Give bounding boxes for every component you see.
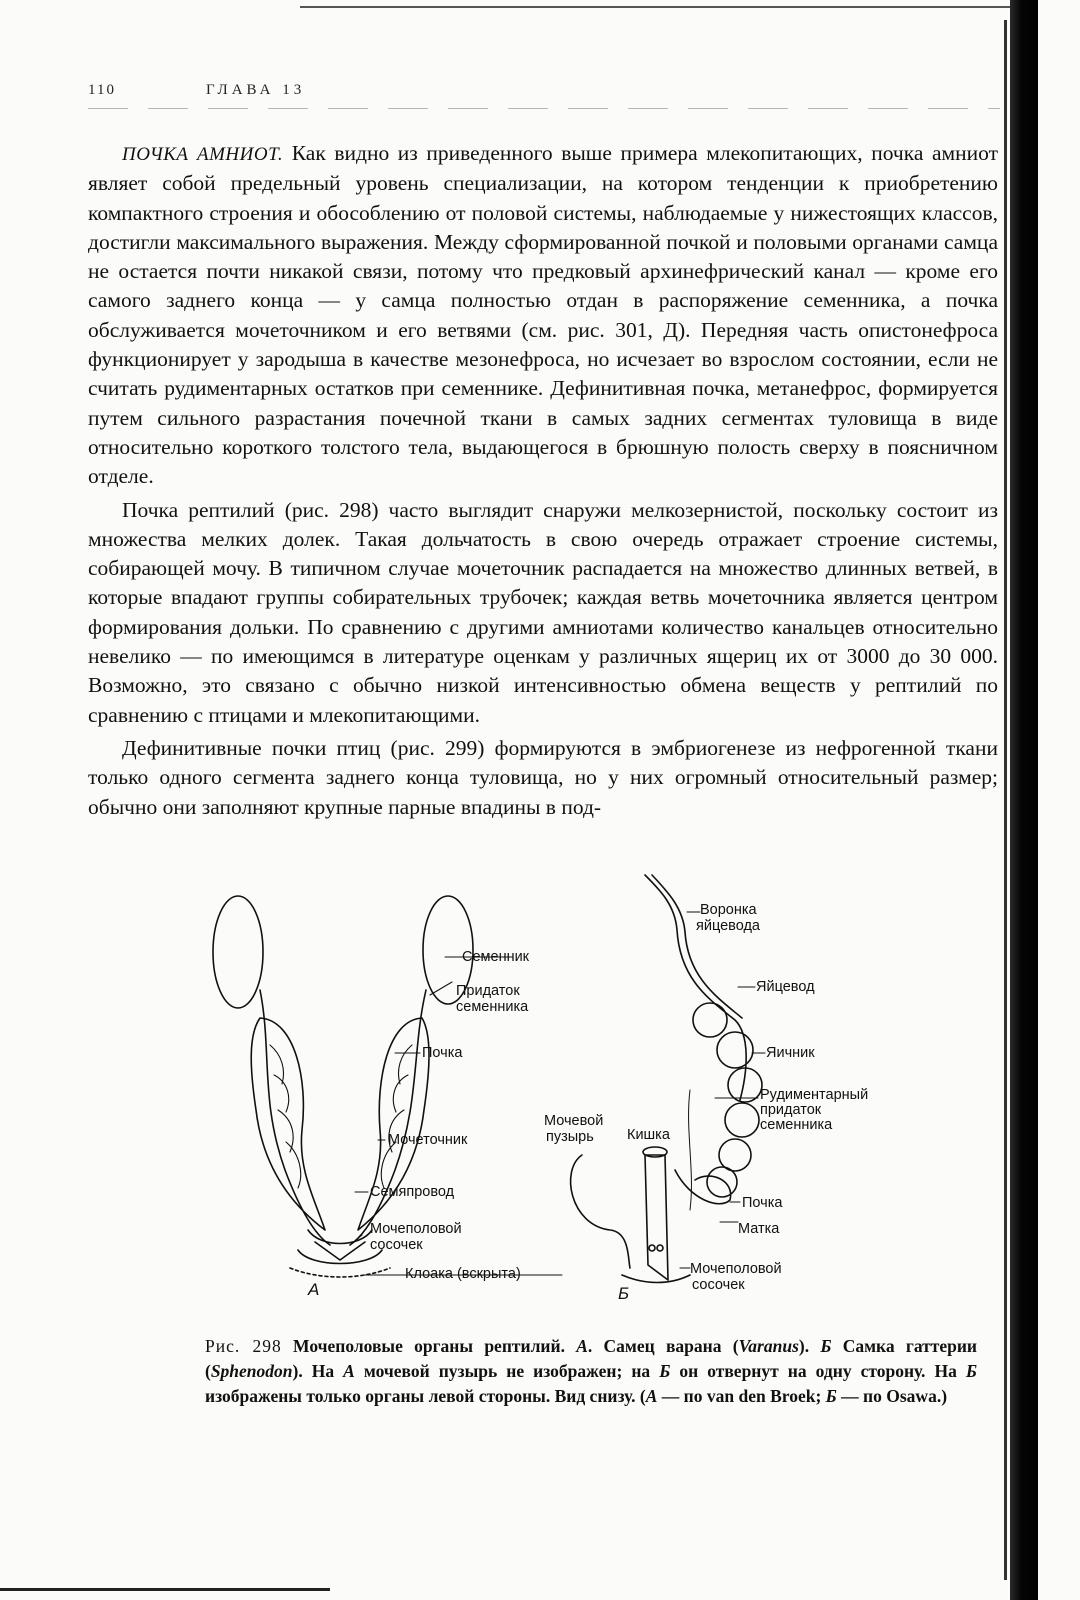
label-rudiment: Рудиментарный (760, 1087, 869, 1103)
panel-letter-b: Б (618, 1284, 630, 1303)
paragraph-text: Почка рептилий (рис. 298) часто выглядит снаружи мелкозернистой, поскольку состоит из множества мелких долек. Такая дольчатость в свою очередь отражает строение системы, собирающей мочу. В типичном случае мочеточник распадается на множество длинных ветвей, в которые впадают группы собирательных трубочек; каждая ветвь мочеточника является центром формирования дольки. По сравнению с другими амниотами количество канальцев относительно невелико — по имеющимся в литературе оценкам у различных ящериц их от 3000 до 30 000. Возможно, это связано с обычно низкой интенсивностью обмена веществ у рептилий по сравнению с птицами и млекопитающими. (88, 497, 998, 727)
header-rule (88, 108, 1000, 109)
label-rudiment: придаток (760, 1102, 822, 1118)
left-testis (213, 896, 263, 1008)
bladder (571, 1155, 630, 1268)
label-papilla-b: Мочеполовой (690, 1261, 782, 1277)
papilla-left (308, 1230, 372, 1244)
paragraph (88, 496, 998, 730)
caption-text: Самка гаттерии ( (205, 1336, 977, 1381)
paragraph-text: Дефинитивные почки птиц (рис. 299) формируются в эмбриогенезе из нефрогенной ткани только одного сегмента заднего конца туловища, но у них огромный относительный размер; обычно они заполняют крупные парные впадины в под- (88, 735, 998, 819)
caption-text: он отвернут на одну сторону. На (670, 1361, 966, 1381)
label-epididymis: Придаток (456, 983, 520, 999)
chapter-title: ГЛАВА 13 (206, 82, 306, 98)
caption-panel-ref: А (576, 1336, 588, 1356)
label-epididymis: семенника (456, 999, 529, 1015)
panel-b-drawing (571, 875, 765, 1283)
label-funnel: яйцевода (696, 918, 760, 934)
paragraph-lead: ПОЧКА АМНИОТ. (122, 144, 284, 165)
caption-panel-ref: А (343, 1361, 355, 1381)
label-vas-deferens: Семяпровод (370, 1184, 455, 1200)
caption-figure-number: Рис. 298 (205, 1336, 282, 1356)
ovary-lobe (693, 1003, 727, 1037)
body-text (88, 139, 998, 826)
caption-panel-ref: Б (825, 1386, 837, 1406)
paragraph-text: Как видно из приведенного выше примера млекопитающих, почка амниот являет собой предельный уровень специализации, на котором тенденции к приобретению компактного строения и обособлению от половой системы, наблюдаемые у нижестоящих классов, достигли максимального выражения. Между сформированной почкой и половыми органами самца не остается почти никакой связи, потому что предковый архинефрический канал — кроме его самого заднего конца — у самца полностью отдан в распоряжение семенника, а почка обслуживается мочеточником и его ветвями (см. рис. 301, Д). Передняя часть опистонефроса функционирует у зародыша в качестве мезонефроса, но исчезает во взрослом состоянии, если не считать рудиментарных остатков при семеннике. Дефинитивная почка, метанефрос, формируется путем сильного разрастания почечной ткани в самых задних сегментах туловища в виде относительно короткого толстого тела, выдающегося в брюшную полость сверху в поясничном отделе. (88, 141, 998, 489)
label-testis: Семенник (462, 949, 530, 965)
label-ureter: Мочеточник (388, 1132, 468, 1148)
scan-top-line (300, 6, 1010, 8)
caption-text: — по van den Broek; (657, 1386, 826, 1406)
caption-panel-ref: Б (965, 1361, 977, 1381)
caption-genus: Varanus (738, 1336, 799, 1356)
kidney-b (675, 1170, 731, 1204)
label-ovary: Яичник (766, 1045, 815, 1061)
caption-text: ). На (292, 1361, 344, 1381)
caption-text: . Самец варана ( (587, 1336, 739, 1356)
paragraph (88, 139, 998, 492)
intestine (645, 1155, 668, 1280)
left-vas-deferens (260, 990, 330, 1245)
caption-panel-ref: А (645, 1386, 658, 1406)
left-kidney (251, 1018, 325, 1230)
caption-panel-ref: Б (820, 1336, 832, 1356)
caption-panel-ref: Б (659, 1361, 671, 1381)
label-oviduct: Яйцевод (756, 979, 815, 995)
scan-bottom-line (0, 1588, 330, 1591)
label-cloaca: Клоака (вскрыта) (405, 1266, 521, 1282)
label-rudiment: семенника (760, 1117, 833, 1133)
scan-edge-shadow (1004, 20, 1007, 1580)
scan-edge-binding (1010, 0, 1038, 1600)
paragraph (88, 734, 998, 822)
label-papilla-a: Мочеполовой (370, 1221, 462, 1237)
label-uterus: Матка (738, 1221, 780, 1237)
caption-text: ). (798, 1336, 821, 1356)
label-funnel: Воронка (700, 902, 757, 918)
label-kidney-b: Почка (742, 1195, 783, 1211)
caption-text: — по Osawa.) (836, 1386, 948, 1406)
label-papilla-a: сосочек (370, 1237, 423, 1253)
label-bladder: Мочевой (544, 1113, 604, 1129)
caption-text: мочевой пузырь не изображен; на (354, 1361, 660, 1381)
caption-text: Мочеполовые органы рептилий. (281, 1336, 577, 1356)
page-number: 110 (88, 82, 116, 98)
figure-caption (205, 1334, 977, 1409)
label-kidney-a: Почка (422, 1045, 463, 1061)
figure-298 (190, 870, 910, 1310)
label-papilla-b: сосочек (692, 1277, 745, 1293)
caption-text: изображены только органы левой стороны. Вид снизу. ( (205, 1386, 646, 1406)
label-intestine: Кишка (627, 1127, 670, 1143)
caption-genus: Sphenodon (210, 1361, 293, 1381)
panel-letter-a: А (308, 1280, 320, 1299)
right-vas-deferens (350, 990, 426, 1245)
label-bladder: пузырь (546, 1129, 594, 1145)
